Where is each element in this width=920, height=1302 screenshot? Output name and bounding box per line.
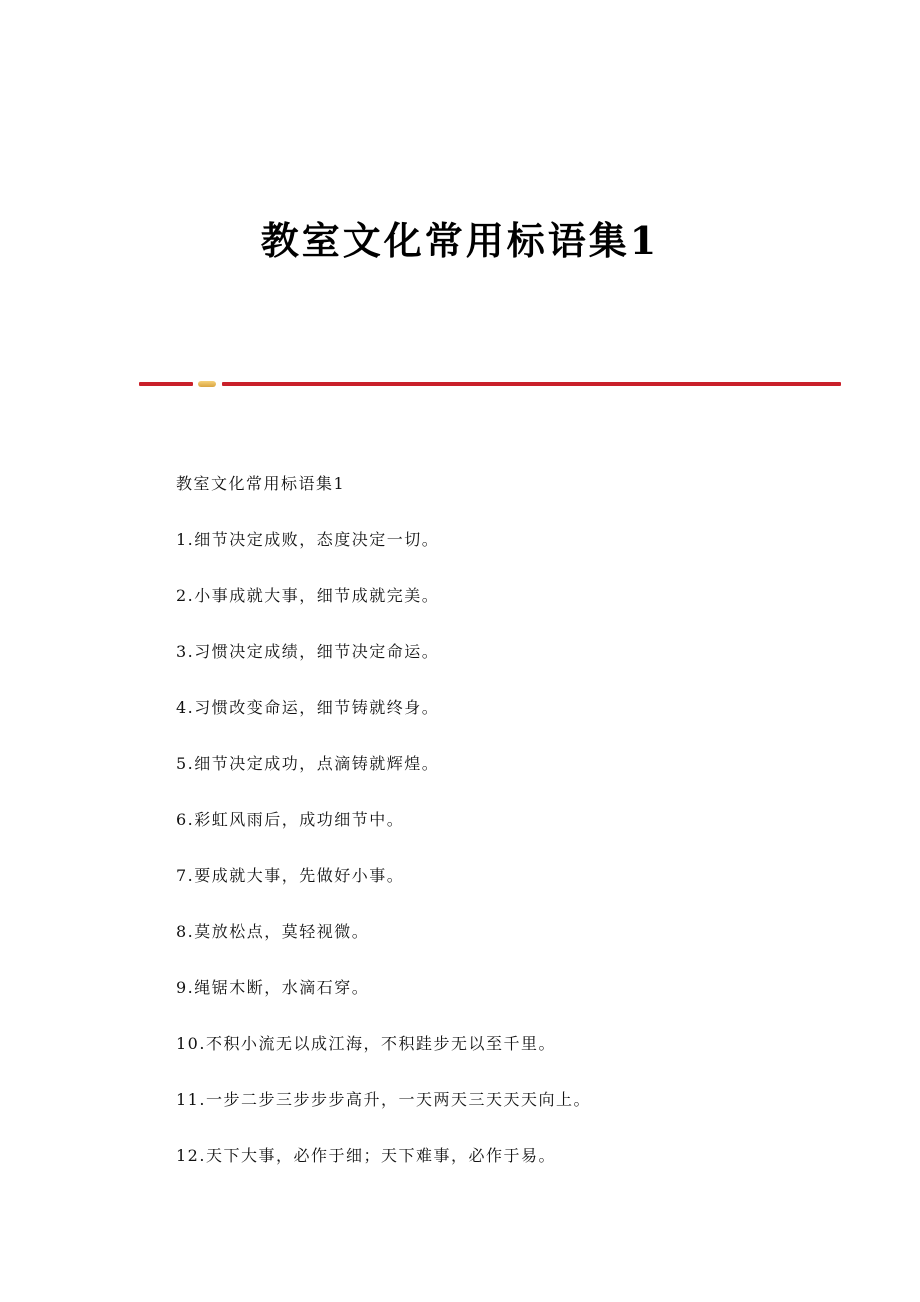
slogan-item: 3.习惯决定成绩，细节决定命运。: [176, 642, 440, 661]
slogan-item: 10.不积小流无以成江海，不积跬步无以至千里。: [176, 1034, 556, 1053]
slogan-item: 6.彩虹风雨后，成功细节中。: [176, 810, 405, 829]
section-heading: 教室文化常用标语集1: [176, 474, 346, 493]
page-title: 教室文化常用标语集1: [260, 218, 660, 263]
slogan-item: 4.习惯改变命运，细节铸就终身。: [176, 698, 440, 717]
slogan-item: 1.细节决定成败，态度决定一切。: [176, 530, 440, 549]
divider-ornament-icon: [198, 381, 216, 387]
slogan-item: 8.莫放松点，莫轻视微。: [176, 922, 370, 941]
slogan-item: 2.小事成就大事，细节成就完美。: [176, 586, 440, 605]
slogan-item: 5.细节决定成功，点滴铸就辉煌。: [176, 754, 440, 773]
slogan-item: 12.天下大事，必作于细；天下难事，必作于易。: [176, 1146, 556, 1165]
divider-left-bar: [139, 382, 193, 386]
slogan-item: 7.要成就大事，先做好小事。: [176, 866, 405, 885]
slogan-item: 9.绳锯木断，水滴石穿。: [176, 978, 370, 997]
divider-right-bar: [222, 382, 841, 386]
document-body: [176, 470, 856, 1198]
slogan-item: 11.一步二步三步步步高升，一天两天三天天天向上。: [176, 1090, 591, 1109]
title-divider: [139, 381, 841, 387]
